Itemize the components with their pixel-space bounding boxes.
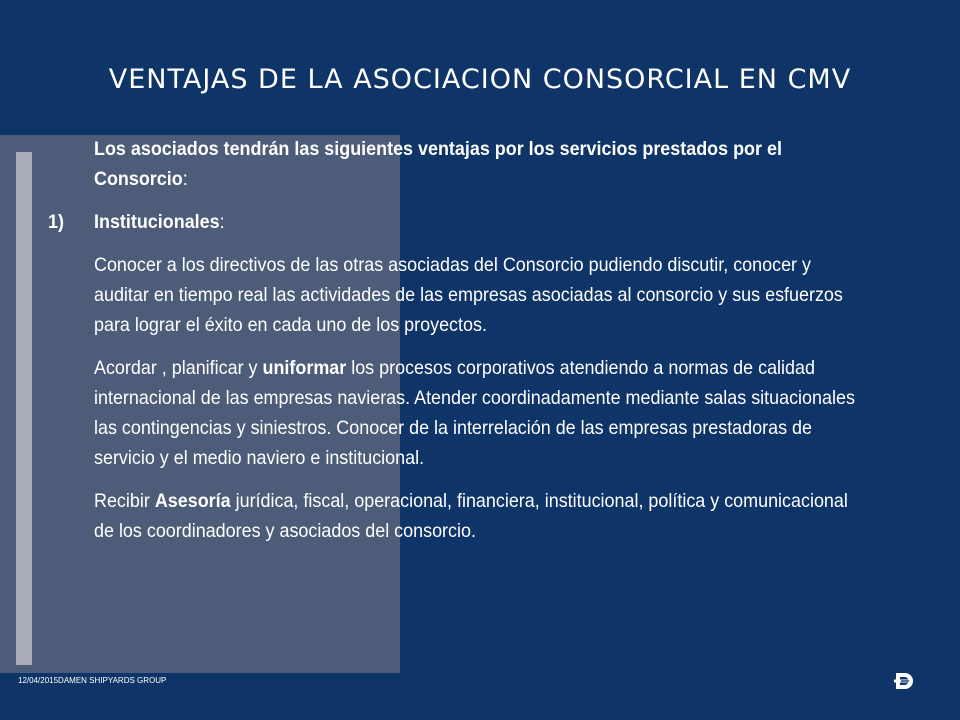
para2-bold: uniformar: [262, 357, 347, 379]
paragraph-conocer: Conocer a los directivos de las otras asociadas del Consorcio pudiendo discutir, conocer y auditar en tiempo real las actividades de las empresas asociadas al consorcio y sus esfuerzos para lograr el éxito en cada uno de los proyectos.: [94, 254, 843, 336]
paragraph-recibir: [48, 486, 858, 546]
list-item: [48, 207, 858, 237]
footer-company: DAMEN SHIPYARDS GROUP: [58, 676, 167, 685]
para3-text-a: Recibir: [94, 490, 155, 512]
footer-date: 12/04/2015: [18, 676, 59, 685]
footer: [18, 676, 166, 685]
item-colon: :: [219, 211, 225, 233]
item-label: Institucionales: [94, 211, 220, 233]
intro-colon: :: [182, 168, 188, 190]
intro-bold-text: Los asociados tendrán las siguientes ventajas por los servicios prestados por el Consorcio: [94, 138, 782, 190]
para2-text-a: Acordar , planificar y: [94, 357, 263, 379]
intro-paragraph: [48, 134, 858, 194]
slide-title: VENTAJAS DE LA ASOCIACION CONSORCIAL EN CMV: [108, 64, 852, 95]
para2-text-b: los procesos corporativos atendiendo a normas de calidad internacional de las empresas navieras. Atender coordinadamente mediante salas situacionales las contingencias y siniestros. Conocer de la interrelación de las empresas prestadoras de servicio y el medio naviero e institucional.: [94, 357, 855, 469]
damen-logo-icon: [894, 672, 916, 690]
para3-text-b: jurídica, fiscal, operacional, financiera, institucional, política y comunicacional de los coordinadores y asociados del consorcio.: [94, 490, 848, 542]
decorative-bar: [16, 152, 32, 665]
para3-bold: Asesoría: [154, 490, 231, 512]
paragraph-acordar: [48, 353, 858, 473]
item-number: 1): [48, 211, 64, 233]
slide-body: [48, 134, 858, 559]
